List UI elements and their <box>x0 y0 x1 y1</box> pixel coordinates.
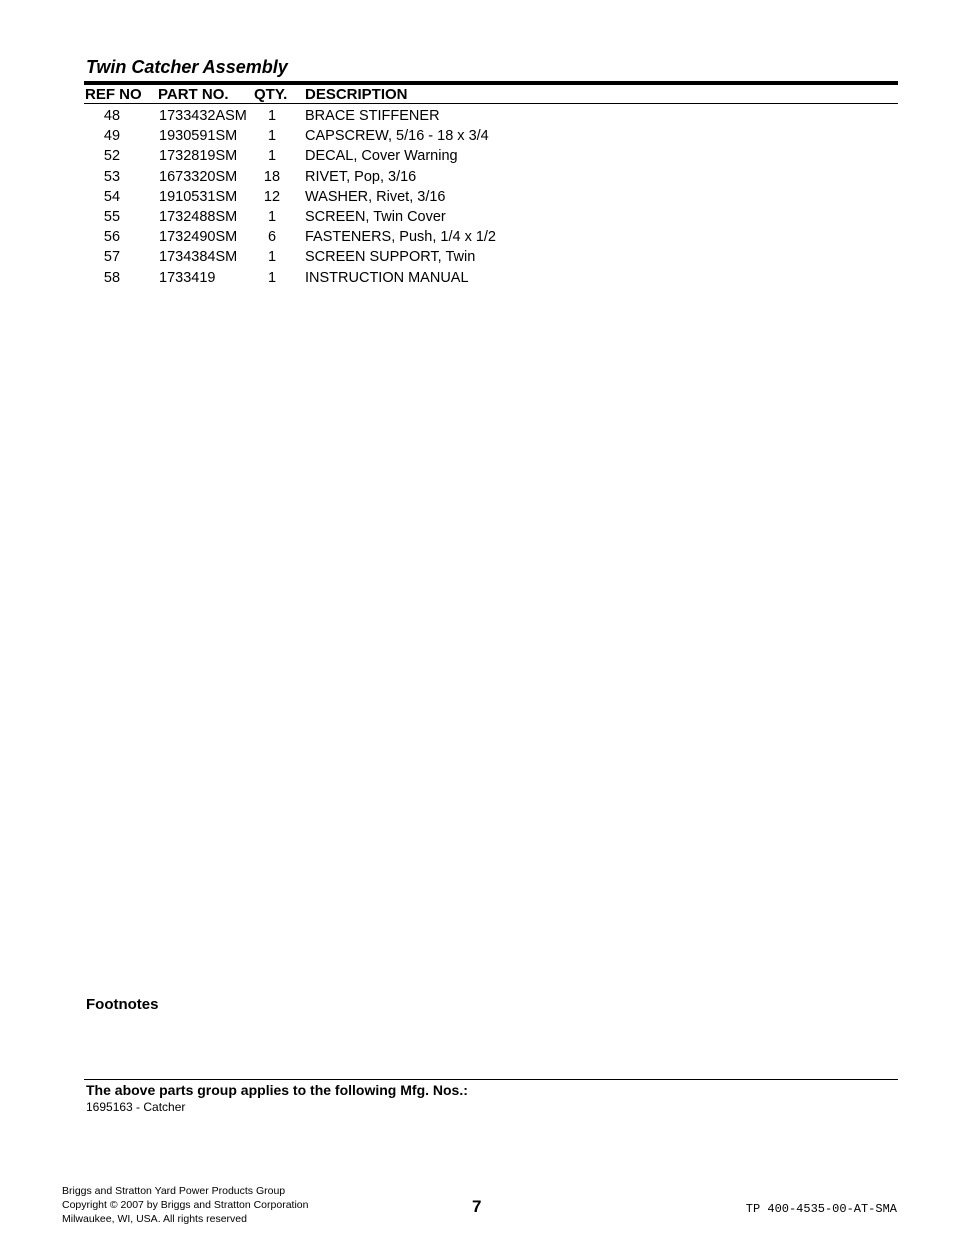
applies-rule <box>84 1079 898 1080</box>
part-cell: 1732488SM <box>159 209 238 225</box>
ref-cell: 52 <box>103 148 121 165</box>
part-cell: 1732490SM <box>159 229 238 246</box>
table-row <box>0 209 954 229</box>
title-rule <box>84 81 898 85</box>
applies-item: 1695163 - Catcher <box>86 1100 186 1114</box>
table-row <box>0 128 954 148</box>
qty-cell: 18 <box>263 168 281 185</box>
part-cell: 1930591SM <box>159 128 238 145</box>
desc-cell: DECAL, Cover Warning <box>305 148 458 165</box>
footer-line-1: Briggs and Stratton Yard Power Products Group <box>62 1185 286 1197</box>
table-row <box>0 189 954 209</box>
desc-cell: SCREEN, Twin Cover <box>305 209 446 225</box>
header-part: PART NO. <box>158 86 229 103</box>
footer-line-3: Milwaukee, WI, USA. All rights reserved <box>62 1213 247 1225</box>
ref-cell: 48 <box>103 108 121 124</box>
part-cell: 1734384SM <box>159 249 238 266</box>
table-row <box>0 249 954 269</box>
header-ref: REF NO <box>85 86 142 103</box>
doc-code: TP 400-4535-00-AT-SMA <box>745 1202 897 1216</box>
qty-cell: 6 <box>267 229 277 246</box>
qty-cell: 1 <box>267 108 277 124</box>
part-cell: 1733432ASM <box>159 108 247 124</box>
desc-cell: BRACE STIFFENER <box>305 108 440 124</box>
footnotes-heading: Footnotes <box>86 996 159 1013</box>
part-cell: 1732819SM <box>159 148 238 165</box>
ref-cell: 57 <box>103 249 121 266</box>
table-row <box>0 229 954 249</box>
applies-heading: The above parts group applies to the following Mfg. Nos.: <box>86 1082 468 1098</box>
ref-cell: 53 <box>103 168 121 185</box>
header-rule <box>84 103 898 104</box>
ref-cell: 58 <box>103 269 121 286</box>
table-row <box>0 169 954 189</box>
header-qty: QTY. <box>254 86 288 103</box>
part-cell: 1733419 <box>159 269 216 286</box>
qty-cell: 12 <box>263 188 281 205</box>
desc-cell: INSTRUCTION MANUAL <box>305 269 469 286</box>
table-row <box>0 148 954 168</box>
header-desc: DESCRIPTION <box>305 86 408 103</box>
qty-cell: 1 <box>267 128 277 145</box>
footer-line-2: Copyright © 2007 by Briggs and Stratton Corporation <box>62 1199 309 1211</box>
ref-cell: 56 <box>103 229 121 246</box>
desc-cell: FASTENERS, Push, 1/4 x 1/2 <box>305 229 496 246</box>
page-number: 7 <box>472 1197 482 1216</box>
page-title: Twin Catcher Assembly <box>86 57 288 77</box>
desc-cell: RIVET, Pop, 3/16 <box>305 168 417 185</box>
table-row <box>0 108 954 128</box>
table-row <box>0 270 954 290</box>
part-cell: 1910531SM <box>159 188 238 205</box>
ref-cell: 49 <box>103 128 121 145</box>
desc-cell: WASHER, Rivet, 3/16 <box>305 188 446 205</box>
qty-cell: 1 <box>267 249 277 266</box>
ref-cell: 54 <box>103 188 121 205</box>
qty-cell: 1 <box>267 209 277 225</box>
desc-cell: CAPSCREW, 5/16 - 18 x 3/4 <box>305 128 489 145</box>
part-cell: 1673320SM <box>159 168 238 185</box>
desc-cell: SCREEN SUPPORT, Twin <box>305 249 476 266</box>
qty-cell: 1 <box>267 269 277 286</box>
qty-cell: 1 <box>267 148 277 165</box>
footer-company <box>62 1184 308 1226</box>
ref-cell: 55 <box>103 209 121 225</box>
